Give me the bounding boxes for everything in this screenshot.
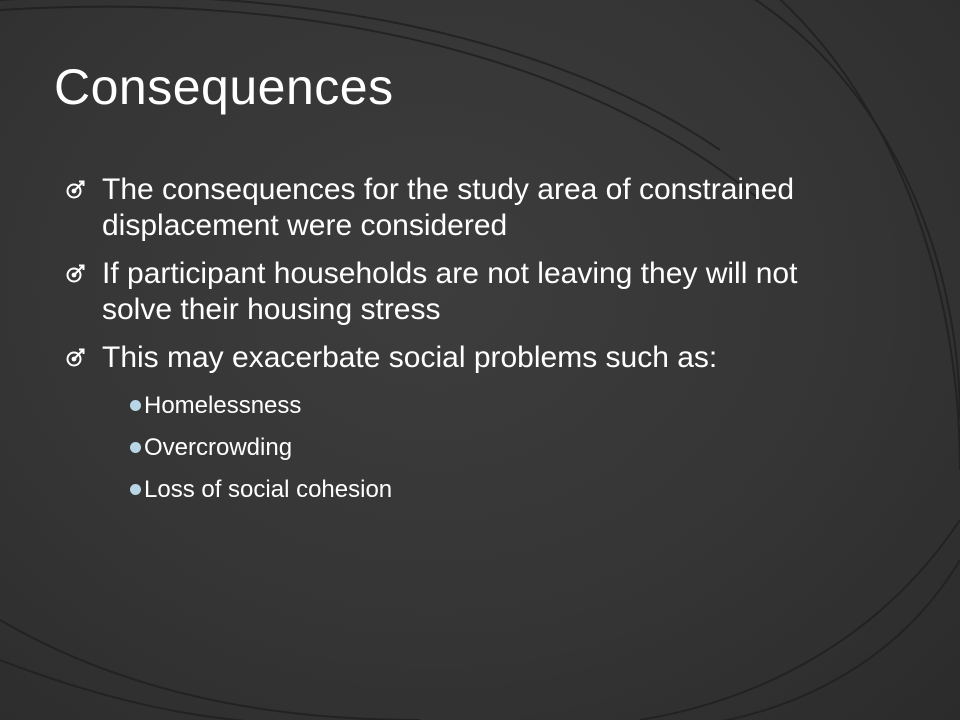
dot-icon: [130, 400, 141, 411]
dot-icon: [130, 484, 141, 495]
sub-bullet-item: [104, 394, 826, 418]
bullet-item: [66, 172, 826, 244]
sub-bullet-item: [104, 478, 826, 502]
dot-icon: [130, 442, 141, 453]
target-arrow-icon: [66, 347, 86, 367]
bullet-text: This may exacerbate social problems such as:: [102, 341, 718, 374]
target-arrow-icon: [66, 263, 86, 283]
slide-title: Consequences: [54, 59, 394, 115]
target-arrow-icon: [66, 179, 86, 199]
sub-bullet-text: Loss of social cohesion: [144, 476, 393, 503]
sub-bullet-item: [104, 436, 826, 460]
bullet-text: If participant households are not leaving they will not solve their housing stress: [102, 257, 798, 326]
sub-bullet-list: [102, 394, 826, 502]
sub-bullet-text: Overcrowding: [144, 434, 293, 461]
bullet-list: [66, 172, 826, 520]
sub-bullet-text: Homelessness: [144, 392, 302, 419]
bullet-item: [66, 340, 826, 502]
bullet-text: The consequences for the study area of constrained displacement were considered: [102, 173, 795, 242]
bullet-item: [66, 256, 826, 328]
